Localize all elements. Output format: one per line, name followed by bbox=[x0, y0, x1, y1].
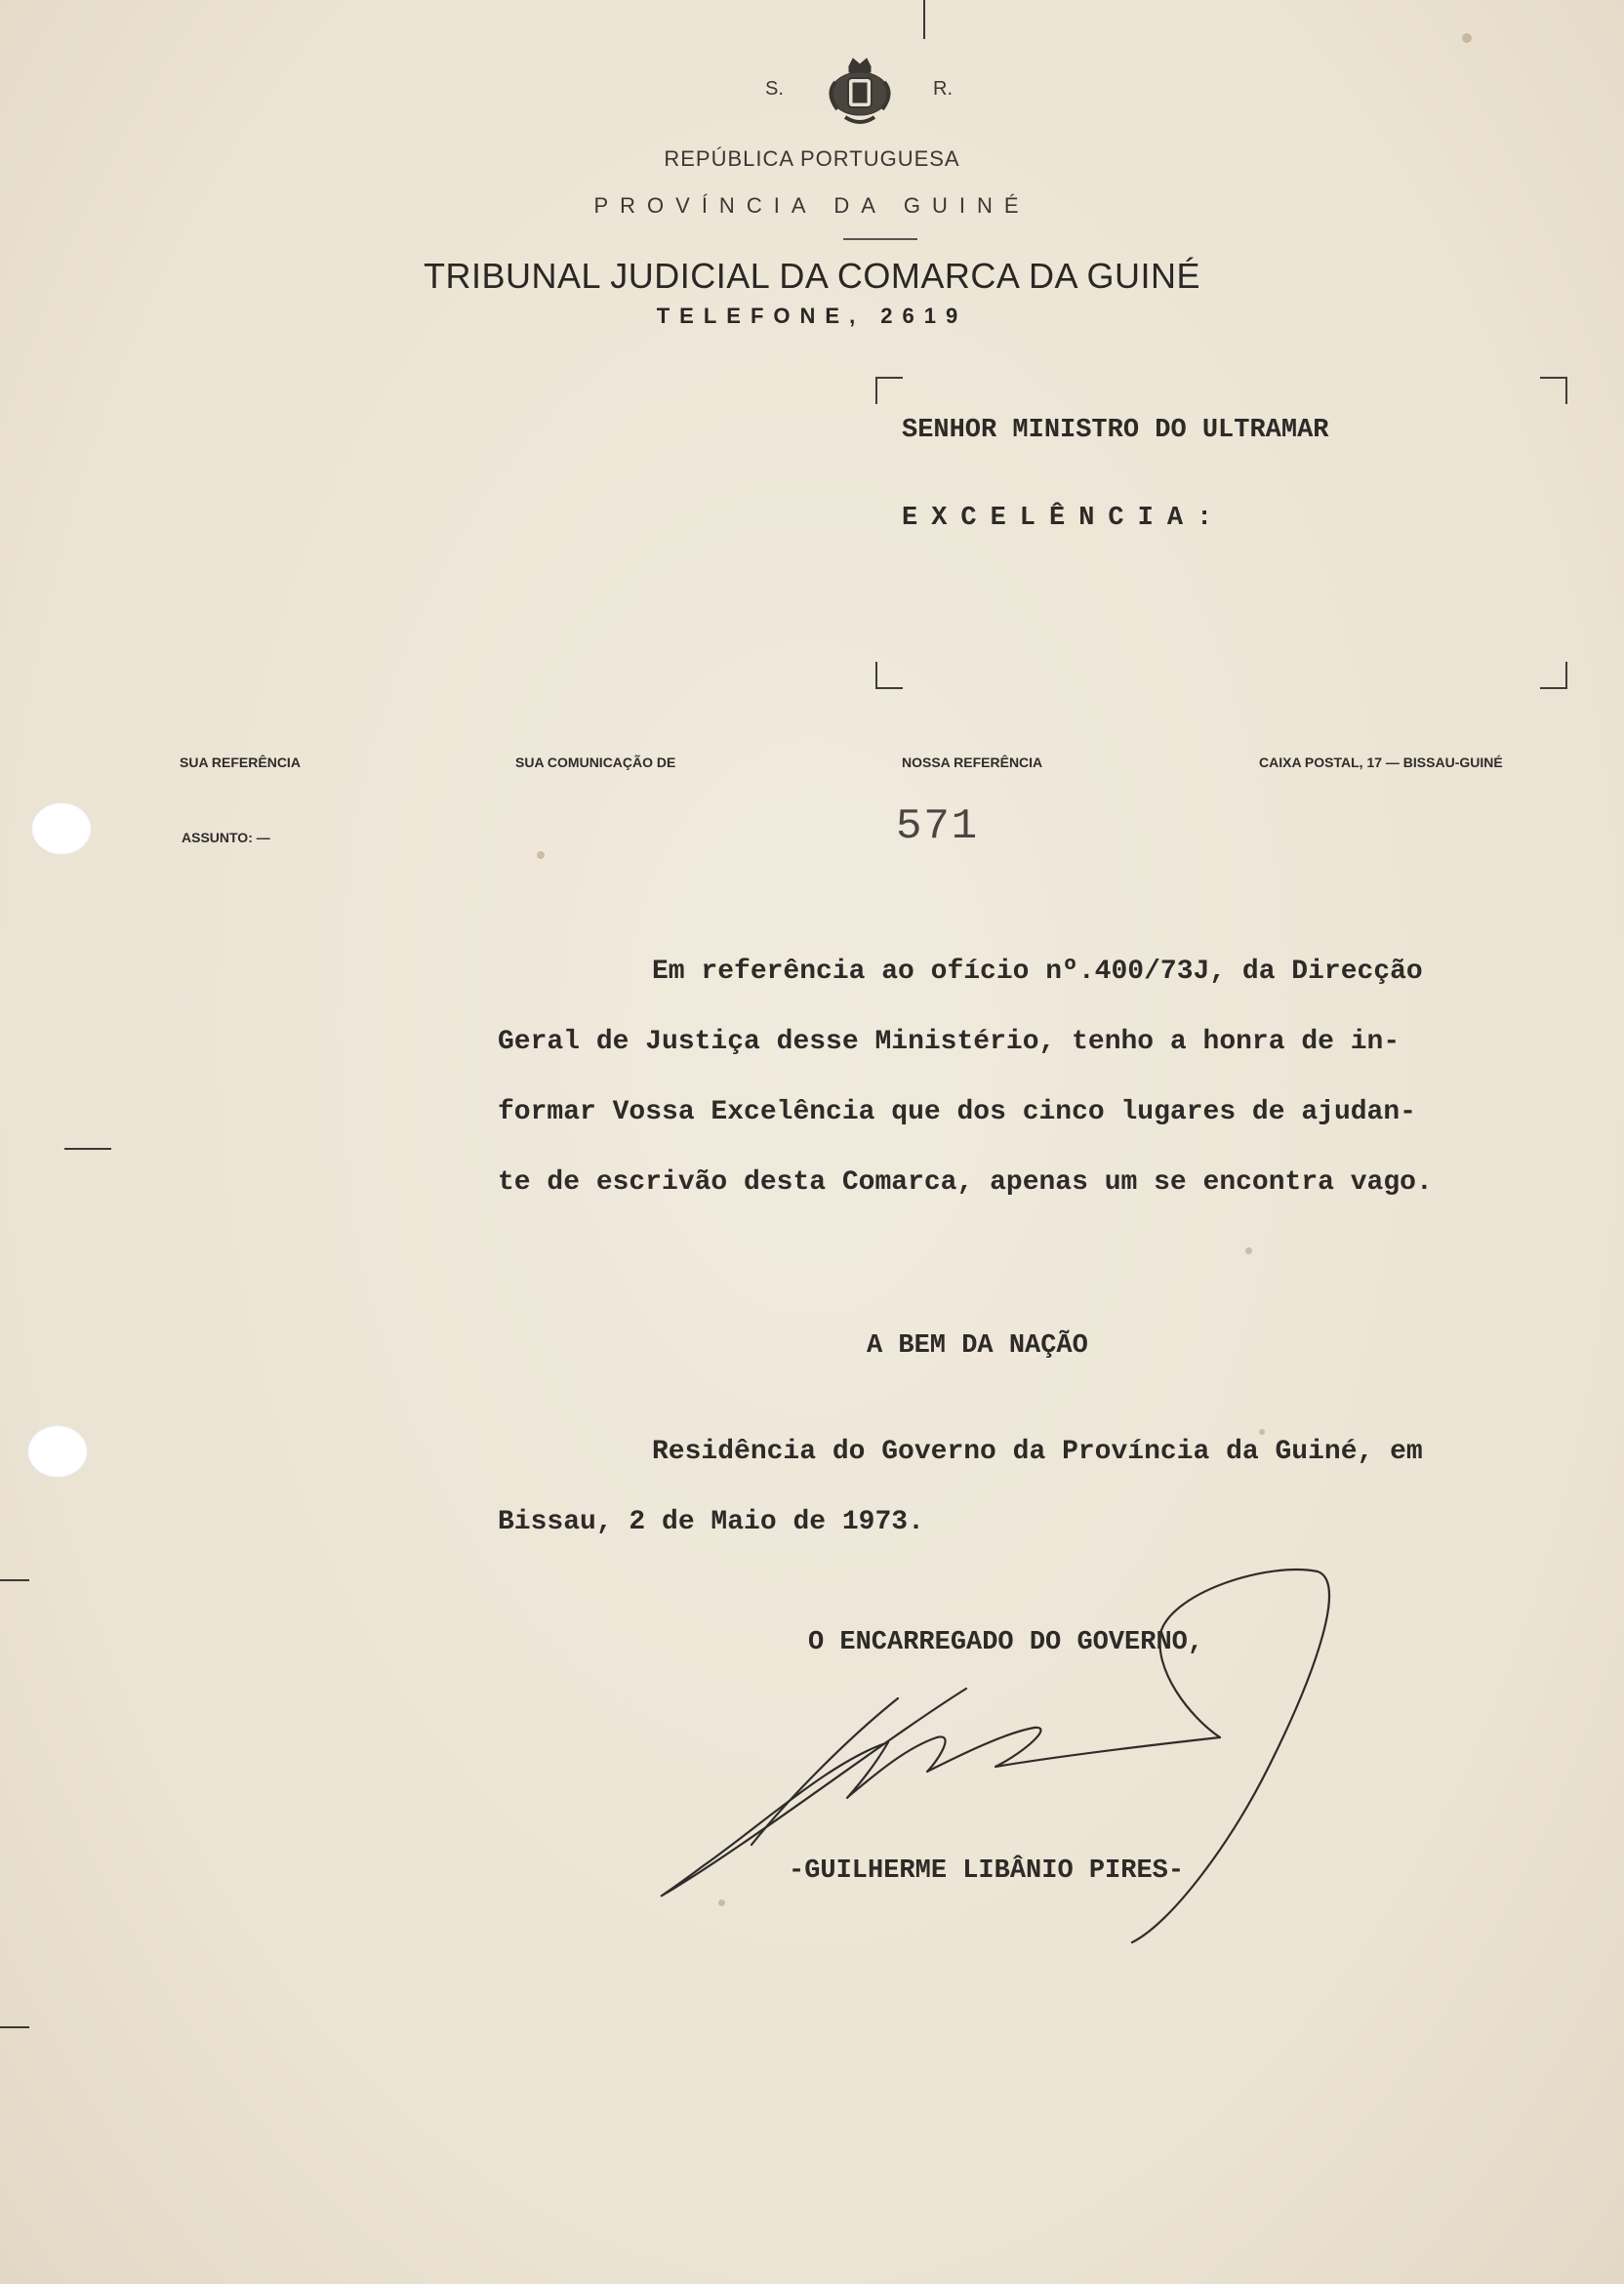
letterhead-right-letter: R. bbox=[933, 78, 953, 100]
address-corner-bottom-left bbox=[875, 662, 903, 689]
paper-stain bbox=[718, 1899, 725, 1906]
province-title: PROVÍNCIA DA GUINÉ bbox=[593, 193, 1031, 218]
body-line: Em referência ao ofício nº.400/73J, da Direcção bbox=[652, 957, 1423, 987]
addressee: SENHOR MINISTRO DO ULTRAMAR bbox=[902, 416, 1329, 445]
field-sua-comunicacao: SUA COMUNICAÇÃO DE bbox=[515, 755, 676, 770]
signatory-name: -GUILHERME LIBÂNIO PIRES- bbox=[789, 1856, 1185, 1886]
portuguese-coat-of-arms-icon bbox=[816, 53, 904, 131]
punch-hole bbox=[31, 802, 92, 855]
phone-line: TELEFONE, 2619 bbox=[656, 304, 968, 328]
paper-stain bbox=[1259, 1429, 1265, 1435]
address-corner-bottom-right bbox=[1540, 662, 1567, 689]
letterhead-divider bbox=[843, 238, 917, 240]
paper-stain bbox=[1462, 33, 1472, 43]
margin-mark bbox=[0, 2026, 29, 2028]
field-sua-referencia: SUA REFERÊNCIA bbox=[180, 755, 301, 770]
fold-mark bbox=[923, 0, 925, 39]
republic-title: REPÚBLICA PORTUGUESA bbox=[664, 146, 960, 171]
body-line: formar Vossa Excelência que dos cinco lugares de ajudan- bbox=[498, 1097, 1416, 1127]
field-nossa-referencia: NOSSA REFERÊNCIA bbox=[902, 755, 1043, 770]
handwritten-signature bbox=[644, 1552, 1386, 1962]
letterhead-left-letter: S. bbox=[765, 78, 784, 100]
address-corner-top-left bbox=[875, 377, 903, 404]
punch-hole bbox=[27, 1425, 88, 1478]
signatory-title: O ENCARREGADO DO GOVERNO, bbox=[808, 1628, 1204, 1657]
paper-stain bbox=[1245, 1247, 1252, 1254]
margin-mark bbox=[0, 1579, 29, 1581]
body-line: Geral de Justiça desse Ministério, tenho a honra de in- bbox=[498, 1027, 1401, 1057]
place-date-line: Bissau, 2 de Maio de 1973. bbox=[498, 1507, 924, 1537]
place-date-line: Residência do Governo da Província da Guiné, em bbox=[652, 1437, 1423, 1467]
address-corner-top-right bbox=[1540, 377, 1567, 404]
court-title: TRIBUNAL JUDICIAL DA COMARCA DA GUINÉ bbox=[424, 256, 1200, 296]
field-assunto: ASSUNTO: — bbox=[182, 830, 270, 845]
paper-stain bbox=[537, 851, 545, 859]
margin-mark bbox=[64, 1148, 111, 1150]
salutation: EXCELÊNCIA: bbox=[902, 504, 1227, 533]
body-line: te de escrivão desta Comarca, apenas um se encontra vago. bbox=[498, 1167, 1433, 1198]
motto: A BEM DA NAÇÃO bbox=[867, 1331, 1088, 1361]
field-caixa-postal: CAIXA POSTAL, 17 — BISSAU-GUINÉ bbox=[1259, 755, 1503, 770]
reference-number: 571 bbox=[896, 802, 980, 851]
